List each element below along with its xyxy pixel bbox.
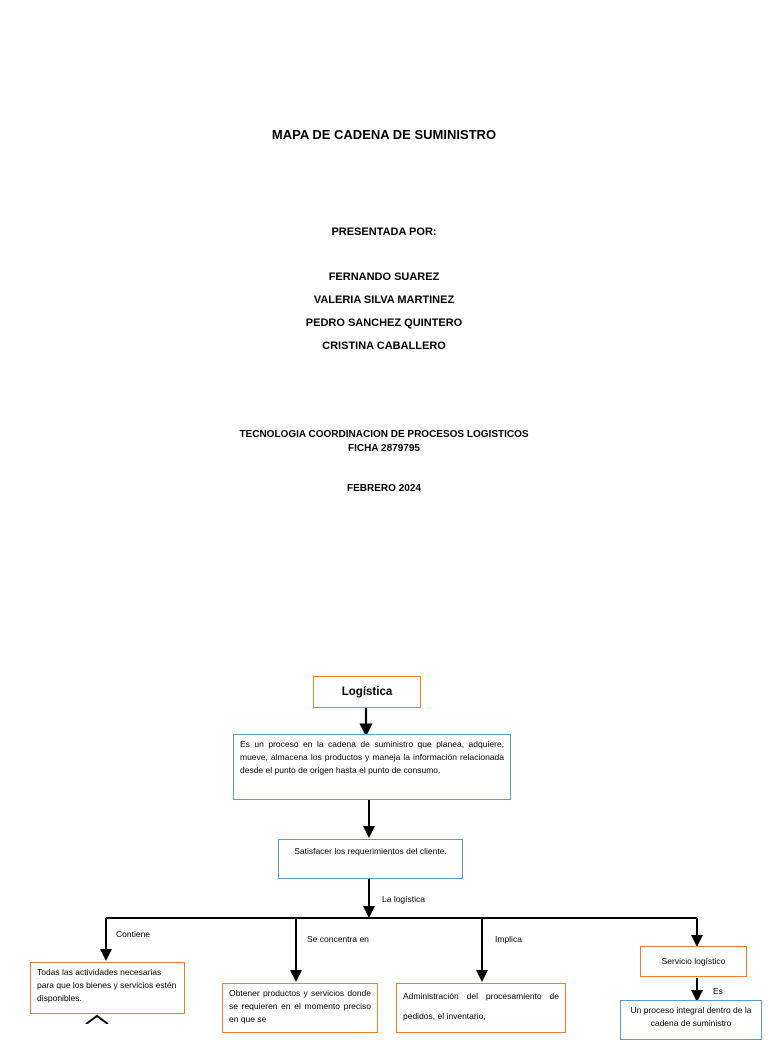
author-3: PEDRO SANCHEZ QUINTERO <box>305 317 463 329</box>
author-1: FERNANDO SUAREZ <box>328 271 440 283</box>
servicio-logistico-node <box>640 946 747 977</box>
document-date: FEBRERO 2024 <box>347 483 421 494</box>
logistica-node <box>313 676 421 708</box>
obtener-node <box>222 983 378 1033</box>
obtener-text: Obtener productos y servicios donde se requieren en el momento preciso en que se <box>229 988 371 1025</box>
servicio-logistico-text: Servicio logístico <box>661 956 726 966</box>
ficha-number: FICHA 2879795 <box>348 443 420 454</box>
document-title: MAPA DE CADENA DE SUMINISTRO <box>271 127 497 142</box>
actividades-node <box>30 962 185 1014</box>
actividades-text: Todas las actividades necesarias para que los bienes y servicios estén disponibles. <box>37 967 177 1004</box>
goal-node <box>278 839 463 879</box>
presented-by-label: PRESENTADA POR: <box>331 226 437 238</box>
definition-node <box>233 734 511 800</box>
goal-text: Satisfacer los requerimientos del cliente. <box>294 846 447 856</box>
proceso-integral-text: Un proceso integral dentro de la cadena de suministro <box>630 1005 752 1029</box>
edge-label-contiene: Contiene <box>116 929 151 939</box>
administracion-text: Administración del procesamiento de pedidos, el inventario, <box>403 991 559 1021</box>
edge-label-es: Es <box>713 986 723 996</box>
administracion-node <box>396 983 566 1033</box>
logistica-label: Logística <box>341 686 393 698</box>
branch-label: La logística <box>382 894 425 904</box>
author-4: CRISTINA CABALLERO <box>322 340 446 352</box>
edge-label-implica: Implica <box>495 934 522 944</box>
author-2: VALERIA SILVA MARTINEZ <box>313 294 455 306</box>
program-name: TECNOLOGIA COORDINACION DE PROCESOS LOGISTICOS <box>239 429 529 440</box>
definition-text: Es un proceso en la cadena de suministro que planea, adquiere, mueve, almacena los productos y maneja la información relacionada desde el punto de origen hasta el punto de consumo. <box>240 739 504 776</box>
edge-label-se-concentra: Se concentra en <box>307 934 369 944</box>
proceso-integral-node <box>620 1000 762 1040</box>
